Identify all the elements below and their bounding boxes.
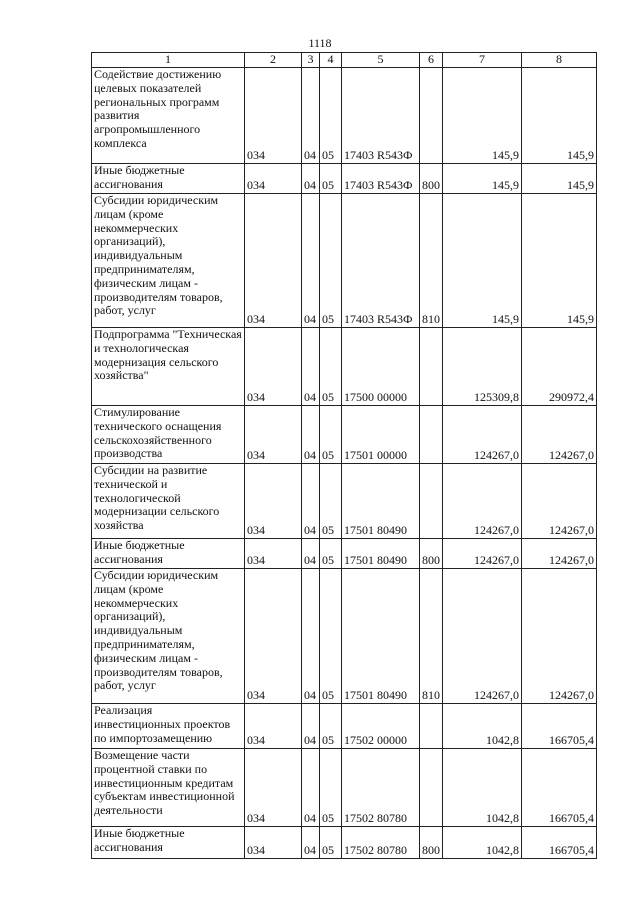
section-code: 04 [302,539,320,569]
item-name: Иные бюджетные ассигнования [92,827,245,859]
target-article-code: 17501 80490 [342,539,420,569]
section-code: 04 [302,328,320,406]
table-body [92,68,597,859]
target-article-code: 17502 80780 [342,749,420,827]
amount-col7: 145,9 [443,164,522,194]
section-code: 04 [302,164,320,194]
amount-col8: 166705,4 [522,827,597,859]
section-code: 04 [302,464,320,539]
section-code: 04 [302,406,320,464]
section-code: 04 [302,194,320,328]
target-article-code: 17500 00000 [342,328,420,406]
section-code: 04 [302,749,320,827]
column-header: 5 [342,53,420,68]
item-name: Подпрограмма "Техническая и технологическая модернизация сельского хозяйства" [92,328,245,406]
amount-col8: 166705,4 [522,749,597,827]
section-code: 04 [302,827,320,859]
table-row [92,406,597,464]
column-header: 2 [245,53,302,68]
table-header-row [92,53,597,68]
item-name: Субсидии на развитие технической и технологической модернизации сельского хозяйства [92,464,245,539]
expense-type-code: 810 [420,194,443,328]
section-code: 04 [302,569,320,704]
table-row [92,749,597,827]
amount-col8: 145,9 [522,68,597,164]
expense-type-code [420,406,443,464]
department-code: 034 [245,194,302,328]
amount-col8: 124267,0 [522,569,597,704]
target-article-code: 17501 80490 [342,569,420,704]
amount-col7: 124267,0 [443,406,522,464]
expense-type-code [420,749,443,827]
expense-type-code: 800 [420,827,443,859]
target-article-code: 17403 R543Ф [342,164,420,194]
target-article-code: 17501 00000 [342,406,420,464]
target-article-code: 17403 R543Ф [342,194,420,328]
table-row [92,827,597,859]
expense-type-code [420,464,443,539]
table-row [92,164,597,194]
subsection-code: 05 [320,827,342,859]
department-code: 034 [245,464,302,539]
subsection-code: 05 [320,164,342,194]
amount-col8: 145,9 [522,164,597,194]
table-row [92,68,597,164]
expense-type-code [420,704,443,749]
subsection-code: 05 [320,569,342,704]
column-header: 6 [420,53,443,68]
department-code: 034 [245,539,302,569]
column-header: 3 [302,53,320,68]
expense-type-code [420,68,443,164]
item-name: Реализация инвестиционных проектов по импортозамещению [92,704,245,749]
table-row [92,539,597,569]
amount-col8: 166705,4 [522,704,597,749]
column-header: 1 [92,53,245,68]
item-name: Субсидии юридическим лицам (кроме некоммерческих организаций), индивидуальным предпринимателям, физическим лицам - производителям товаров, работ, услуг [92,194,245,328]
department-code: 034 [245,406,302,464]
department-code: 034 [245,68,302,164]
section-code: 04 [302,68,320,164]
subsection-code: 05 [320,328,342,406]
table-row [92,194,597,328]
subsection-code: 05 [320,539,342,569]
amount-col8: 124267,0 [522,539,597,569]
expense-type-code: 800 [420,539,443,569]
subsection-code: 05 [320,749,342,827]
amount-col8: 124267,0 [522,406,597,464]
expense-type-code: 810 [420,569,443,704]
item-name: Возмещение части процентной ставки по инвестиционным кредитам субъектам инвестиционной деятельности [92,749,245,827]
expense-type-code: 800 [420,164,443,194]
amount-col8: 145,9 [522,194,597,328]
amount-col7: 145,9 [443,68,522,164]
amount-col8: 290972,4 [522,328,597,406]
target-article-code: 17502 80780 [342,827,420,859]
item-name: Иные бюджетные ассигнования [92,164,245,194]
amount-col8: 124267,0 [522,464,597,539]
department-code: 034 [245,569,302,704]
subsection-code: 05 [320,194,342,328]
amount-col7: 125309,8 [443,328,522,406]
expense-type-code [420,328,443,406]
amount-col7: 124267,0 [443,539,522,569]
column-header: 7 [443,53,522,68]
table-row [92,704,597,749]
department-code: 034 [245,164,302,194]
column-header: 4 [320,53,342,68]
table-row [92,569,597,704]
item-name: Содействие достижению целевых показателей региональных программ развития агропромышленного комплекса [92,68,245,164]
subsection-code: 05 [320,464,342,539]
subsection-code: 05 [320,704,342,749]
amount-col7: 1042,8 [443,827,522,859]
section-code: 04 [302,704,320,749]
subsection-code: 05 [320,68,342,164]
target-article-code: 17502 00000 [342,704,420,749]
department-code: 034 [245,704,302,749]
department-code: 034 [245,827,302,859]
department-code: 034 [245,749,302,827]
table-row [92,464,597,539]
amount-col7: 124267,0 [443,464,522,539]
table-row [92,328,597,406]
amount-col7: 1042,8 [443,749,522,827]
item-name: Стимулирование технического оснащения сельскохозяйственного производства [92,406,245,464]
budget-table [91,52,597,859]
item-name: Субсидии юридическим лицам (кроме некоммерческих организаций), индивидуальным предпринимателям, физическим лицам - производителям товаров, работ, услуг [92,569,245,704]
amount-col7: 145,9 [443,194,522,328]
target-article-code: 17403 R543Ф [342,68,420,164]
amount-col7: 124267,0 [443,569,522,704]
subsection-code: 05 [320,406,342,464]
department-code: 034 [245,328,302,406]
column-header: 8 [522,53,597,68]
item-name: Иные бюджетные ассигнования [92,539,245,569]
amount-col7: 1042,8 [443,704,522,749]
target-article-code: 17501 80490 [342,464,420,539]
page-number: 1118 [308,36,332,50]
